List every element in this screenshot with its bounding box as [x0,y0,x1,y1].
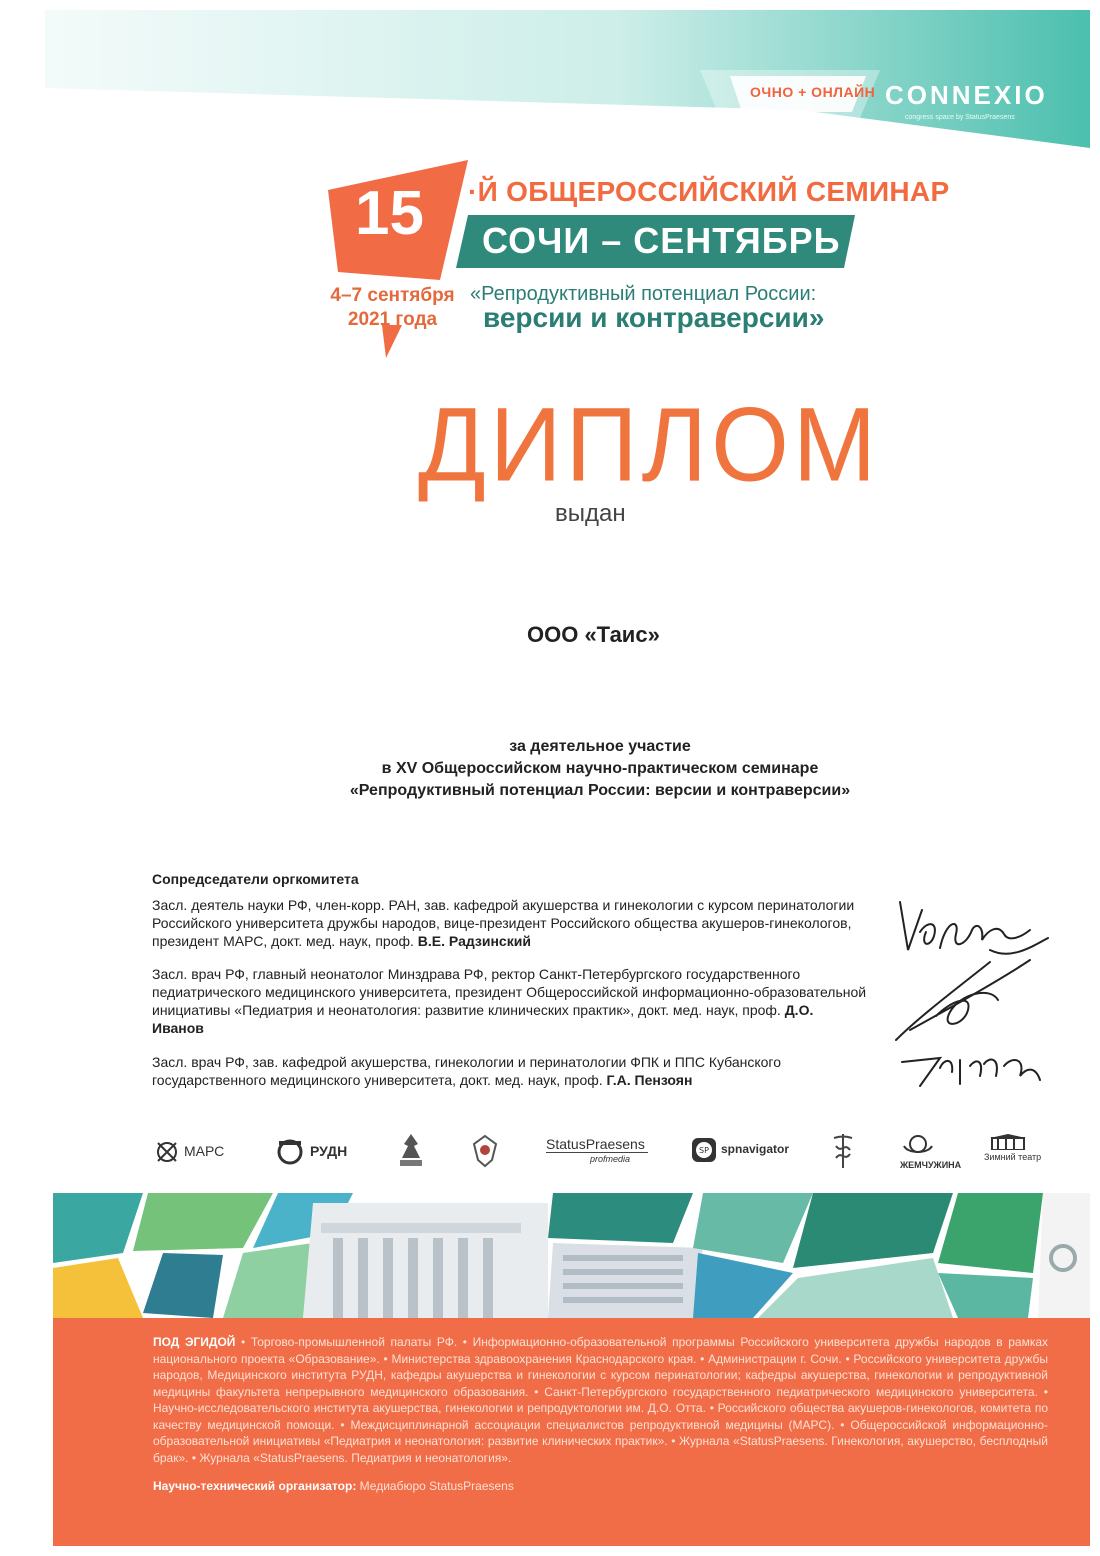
recipient-name: ООО «Таис» [527,622,660,647]
statuspraesens-logo: StatusPraesens [546,1136,645,1152]
spnavigator-icon [691,1137,717,1163]
university-crest-icon [396,1132,426,1170]
rudn-icon [275,1138,305,1166]
statuspraesens-subtitle: profmedia [590,1154,631,1164]
cochair-3 [152,1053,867,1089]
signature-radzinsky [900,902,1048,954]
rudn-logo: РУДН [310,1143,348,1159]
edition-number: 15 [355,179,424,248]
theatre-logo: Зимний театр [984,1152,1042,1162]
footer-patrons-label: ПОД ЭГИДОЙ [153,1335,236,1349]
caduceus-icon [830,1132,856,1170]
cochair-1-name: В.Е. Радзинский [417,933,531,949]
diploma-title: ДИПЛОМ [418,386,881,504]
cochair-2-text: Засл. врач РФ, главный неонатолог Минздрава РФ, ректор Санкт-Петербургского государственного педиатрического медицинского университета, президент Общероссийской информационно-образовательной инициативы «Педиатрия и неонатология: развитие клинических практик», докт. мед. наук, проф. [152,966,867,1018]
issued-label: выдан [555,500,626,527]
footer-organizer-text: Медиабюро StatusPraesens [356,1479,514,1493]
mars-logo: МАРС [184,1143,225,1159]
institute-crest-icon [470,1134,500,1168]
cochairs-heading: Сопредседатели оргкомитета [152,871,359,887]
decorative-mosaic [53,1193,1090,1318]
footer-patrons-text: • Торгово-промышленной палаты РФ. • Информационно-образовательной программы Российского университета дружбы народов в рамках национального проекта «Образование». • Министерства здравоохранения Краснодарского края. • Администрации г. Сочи. • Российского университета дружбы народов, Медицинского института РУДН, кафедры акушерства и гинекологии с курсом перинатологии; кафедры акушерства, гинекологии и репродуктивной медицины факультета непрерывного медицинского образования. • Санкт-Петербургского государственного педиатрического медицинского университета. • Научно-исследовательского института акушерства, гинекологии и репродуктологии им. Д.О. Отта. • Российского общества акушеров-гинекологов, комитета по качеству медицинской помощи. • Междисциплинарной ассоциации специалистов репродуктивной медицины (МАРС). • Общероссийской информационно-образовательной инициативы «Педиатрия и неонатология: развитие клинических практик». • Журнала «StatusPraesens. Гинекология, акушерство, бесплодный брак». • Журнала «StatusPraesens. Педиатрия и неонатология». [153,1335,1049,1465]
reason-line1: за деятельное участие [509,738,691,755]
cochair-3-name: Г.А. Пензоян [606,1072,693,1088]
pearl-logo: ЖЕМЧУЖИНА [900,1160,962,1170]
signature-penzoyan [902,1058,1040,1086]
connexio-logo: CONNEXIO [885,80,1048,110]
topic-line2: версии и контраверсии» [483,302,825,333]
spnavigator-icon-label: SP [699,1146,709,1155]
event-dates [320,284,465,332]
footer-patrons [153,1334,1048,1466]
pearl-icon [900,1132,936,1160]
reason-line2: в XV Общероссийском научно-практическом семинаре [381,760,819,777]
cochair-1-text: Засл. деятель науки РФ, член-корр. РАН, зав. кафедрой акушерства и гинекологии с курсом перинатологии Российского университета дружбы народов, вице-президент Российского общества акушеров-гинекологов, президент МАРС, докт. мед. наук, проф. [152,897,855,949]
footer-organizer-label: Научно-технический организатор: [153,1479,357,1493]
dates-line1: 4–7 сентября [330,285,455,306]
dates-line2: 2021 года [347,309,438,330]
topic-line1: «Репродуктивный потенциал России: [470,283,817,305]
cochair-3-text: Засл. врач РФ, зав. кафедрой акушерства, гинекологии и перинатологии ФПК и ППС Кубанского государственного медицинского университета, докт. мед. наук, проф. [152,1054,781,1088]
reason-line3: «Репродуктивный потенциал России: версии и контраверсии» [349,782,851,799]
signature-ivanov [896,960,1030,1040]
cochair-2 [152,965,867,1037]
award-reason [250,736,950,802]
theatre-icon [988,1134,1028,1150]
connexio-tagline: congress space by StatusPraesens [905,114,1015,121]
seminar-label: ·Й ОБЩЕРОССИЙСКИЙ СЕМИНАР [468,176,950,207]
cochair-2-name: Д.О. Иванов [152,1002,814,1036]
mars-icon [155,1140,179,1164]
city-month: СОЧИ – СЕНТЯБРЬ [482,220,841,261]
footer-organizer [153,1478,1048,1495]
cochair-1 [152,896,867,950]
statuspraesens-underline [546,1152,648,1153]
footer-panel [53,1318,1090,1546]
signatures [880,890,1060,1100]
partner-logos [150,1132,1060,1172]
spnavigator-logo: spnavigator [721,1142,790,1156]
format-label: ОЧНО + ОНЛАЙН [750,84,876,100]
